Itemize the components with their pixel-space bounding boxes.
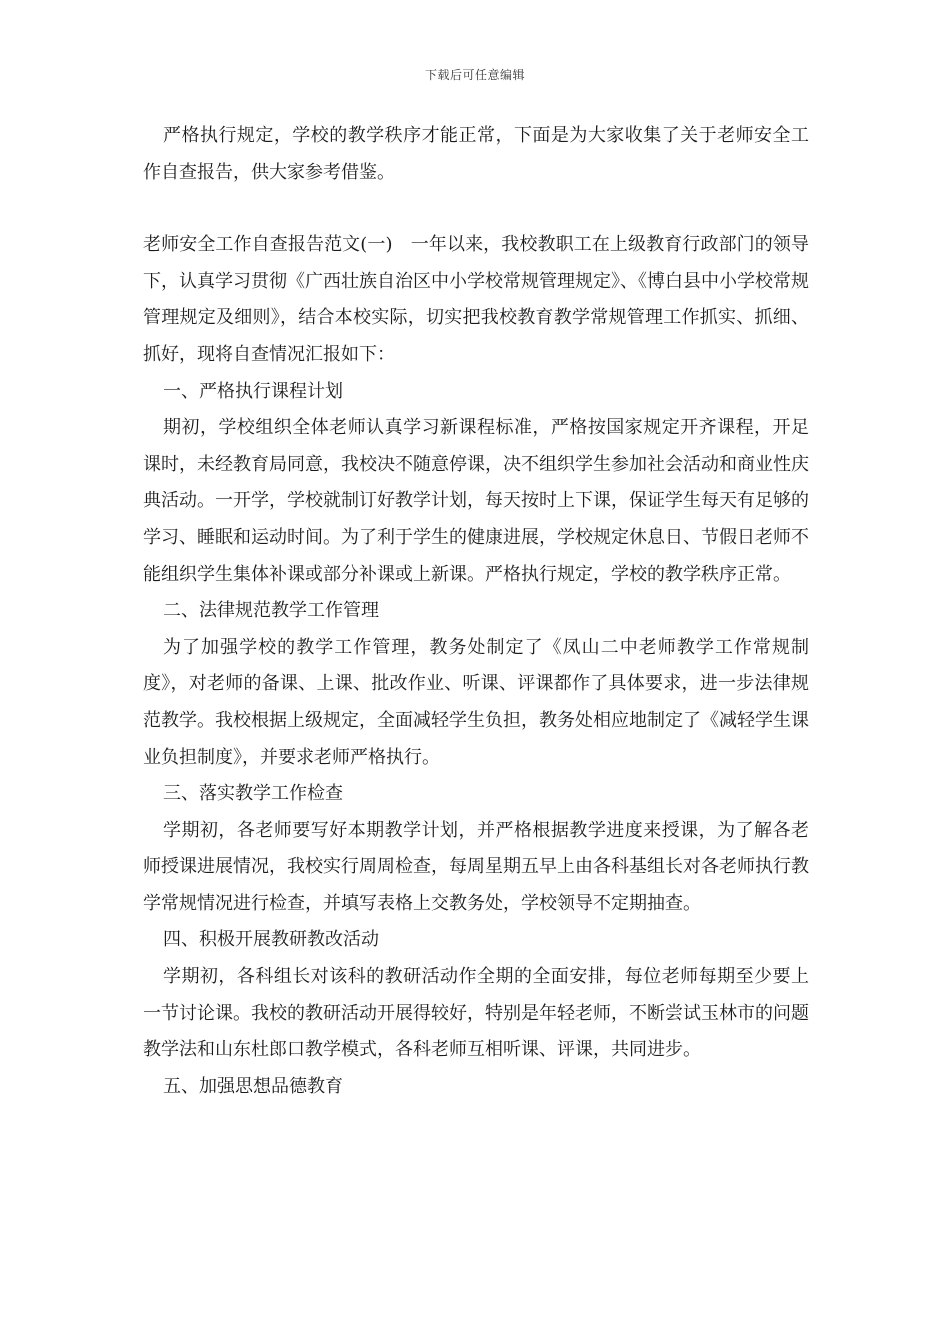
section-body-3: 学期初，各老师要写好本期教学计划，并严格根据教学进度来授课，为了解各老师授课进展情况，我校实行周周检查，每周星期五早上由各科基组长对各老师执行教学常规情况进行检查，并填写表格上交教务处，学校领导不定期抽查。	[143, 819, 809, 914]
section-heading-1: 一、严格执行课程计划	[163, 380, 343, 402]
section-heading-5: 五、加强思想品德教育	[163, 1075, 343, 1097]
intro-paragraph: 严格执行规定，学校的教学秩序才能正常，下面是为大家收集了关于老师安全工作自查报告，供大家参考借鉴。	[143, 125, 809, 183]
section-body-2: 为了加强学校的教学工作管理，教务处制定了《凤山二中老师教学工作常规制度》，对老师的备课、上课、批改作业、听课、评课都作了具体要求，进一步法律规范教学。我校根据上级规定，全面减轻学生负担，教务处相应地制定了《减轻学生课业负担制度》，并要求老师严格执行。	[143, 636, 809, 768]
section-heading-2: 二、法律规范教学工作管理	[163, 600, 379, 622]
page-header: 下载后可任意编辑	[424, 68, 525, 82]
document-body	[143, 118, 809, 1105]
section-body-1: 期初，学校组织全体老师认真学习新课程标准，严格按国家规定开齐课程，开足课时，未经教育局同意，我校决不随意停课，决不组织学生参加社会活动和商业性庆典活动。一开学，学校就制订好教学计划，每天按时上下课，保证学生每天有足够的学习、睡眠和运动时间。为了利于学生的健康进展，学校规定休息日、节假日老师不能组织学生集体补课或部分补课或上新课。严格执行规定，学校的教学秩序正常。	[143, 417, 809, 585]
section-heading-4: 四、积极开展教研教改活动	[163, 929, 379, 951]
section-heading-3: 三、落实教学工作检查	[163, 783, 343, 805]
report-opening-paragraph: 老师安全工作自查报告范文(一) 一年以来，我校教职工在上级教育行政部门的领导下，认真学习贯彻《广西壮族自治区中小学校常规管理规定》、《博白县中小学校常规管理规定及细则》，结合本校实际，切实把我校教育教学常规管理工作抓实、抓细、抓好，现将自查情况汇报如下：	[143, 234, 809, 365]
section-body-4: 学期初，各科组长对该科的教研活动作全期的全面安排，每位老师每期至少要上一节讨论课。我校的教研活动开展得较好，特别是年轻老师，不断尝试玉林市的问题教学法和山东杜郎口教学模式，各科老师互相听课、评课，共同进步。	[143, 966, 809, 1061]
